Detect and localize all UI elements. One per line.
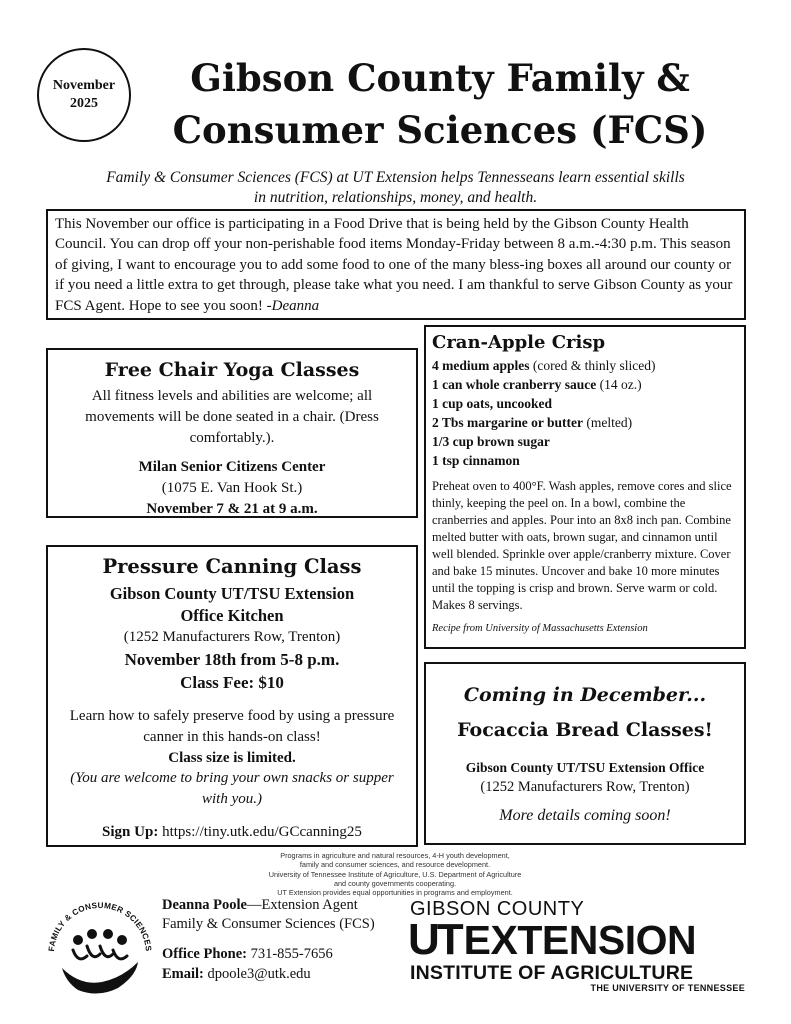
yoga-address: (1075 E. Van Hook St.) [161, 480, 303, 496]
yoga-description: All fitness levels and abilities are welcome; all movements will be done seated in a chair. (Dress comfortably.). [85, 388, 379, 446]
yoga-title: Free Chair Yoga Classes [104, 359, 360, 381]
canning-date: November 18th from 5-8 p.m. [124, 650, 340, 669]
ingredient-item [432, 394, 738, 413]
intro-signature: -Deanna [266, 297, 320, 314]
canning-address: (1252 Manufacturers Row, Trenton) [123, 629, 341, 645]
canning-description: Learn how to safely preserve food by using a pressure canner in this hands-on class! [69, 708, 395, 745]
signup-label: Sign Up: [102, 824, 159, 840]
ut-logo-institute: INSTITUTE OF AGRICULTURE [410, 962, 694, 984]
agent-department: Family & Consumer Sciences (FCS) [162, 916, 375, 932]
december-office: Gibson County UT/TSU Extension Office [465, 760, 705, 775]
ingredient-item [432, 451, 738, 470]
december-address: (1252 Manufacturers Row, Trenton) [480, 779, 690, 795]
fcs-logo-text: FAMILY & CONSUMER SCIENCES [47, 900, 153, 952]
title-line-1: Gibson County Family & [190, 56, 690, 100]
intro-message-box [46, 209, 746, 320]
phone-label: Office Phone: [162, 946, 247, 962]
agent-name: Deanna Poole [162, 897, 247, 913]
agent-name-line [162, 896, 412, 915]
pressure-canning-box [46, 545, 418, 847]
agent-title: —Extension Agent [246, 897, 358, 913]
canning-location-line-1: Gibson County UT/TSU Extension [109, 584, 355, 603]
yoga-dates: November 7 & 21 at 9 a.m. [146, 501, 318, 517]
hand-icon [62, 962, 138, 994]
canning-limited: Class size is limited. [168, 750, 296, 766]
page-title [120, 52, 760, 156]
intro-text: This November our office is participating in a Food Drive that is being held by the Gibson County Health Council. You can drop off your non-perishable food items Monday-Friday between 8 a.m.-4:30 p.m. This season of giving, I want to encourage you to add some food to one of the many bless-ing boxes all around our county or if you need a little extra to get through, please take what you need. I am thankful to serve Gibson County as your FCS Agent. Hope to see you soon! [55, 216, 733, 314]
ingredient-name: 1/3 cup brown sugar [432, 434, 550, 449]
disclaimer-line: Programs in agriculture and natural resources, 4-H youth development, [280, 851, 510, 860]
phone-number[interactable]: 731-855-7656 [246, 946, 333, 962]
ingredient-note: (cored & thinly sliced) [529, 358, 656, 373]
date-year: 2025 [70, 96, 98, 111]
email-label: Email: [162, 966, 204, 982]
disclaimer-line: family and consumer sciences, and resource development. [299, 860, 491, 870]
disclaimer-line: UT Extension provides equal opportunities in programs and employment. [277, 888, 513, 898]
canning-location-line-2: Office Kitchen [180, 606, 284, 625]
december-more: More details coming soon! [499, 807, 671, 824]
recipe-instructions: Preheat oven to 400°F. Wash apples, remove cores and slice thinly, keeping the peel on. In a bowl, combine the cranberries and apples. Pour into an 8x8 inch pan. Combine melted butter with oats, brown sugar, and cinnamon until well blended. Sprinkle over apple/cranberry mixture. Cover and bake 15 minutes. Uncover and bake 10 more minutes until the topping is crisp and brown. Serve warm or cold. Makes 8 servings. [432, 479, 732, 612]
disclaimer-line: and county governments cooperating. [333, 878, 457, 888]
ingredient-name: 1 can whole cranberry sauce [432, 377, 597, 392]
phone-line [162, 944, 412, 964]
disclaimer-line: University of Tennessee Institute of Agriculture, U.S. Department of Agriculture [268, 869, 522, 879]
date-month: November [52, 78, 116, 93]
december-title: Focaccia Bread Classes! [457, 719, 713, 741]
december-box [424, 662, 746, 845]
ingredient-name: 2 Tbs margarine or butter [432, 415, 583, 430]
ingredient-item [432, 413, 738, 432]
ut-logo-extension: EXTENSION [463, 917, 697, 963]
subtitle-line-1: Family & Consumer Sciences (FCS) at UT Extension helps Tennesseans learn essential skills [106, 169, 685, 186]
ingredient-note: (14 oz.) [596, 377, 642, 392]
recipe-box [424, 325, 746, 649]
title-line-2: Consumer Sciences (FCS) [172, 108, 708, 152]
ingredient-name: 4 medium apples [432, 358, 530, 373]
ingredient-name: 1 tsp cinnamon [432, 453, 520, 468]
contact-block [162, 896, 412, 984]
canning-note: (You are welcome to bring your own snacks or supper with you.) [70, 770, 394, 807]
disclaimer [200, 851, 590, 897]
subtitle-line-2: in nutrition, relationships, money, and health. [253, 189, 538, 206]
ingredient-item [432, 375, 738, 394]
ut-extension-wordmark [408, 915, 748, 964]
ut-logo-mark: UT [408, 915, 461, 964]
canning-fee: Class Fee: $10 [180, 673, 284, 692]
ingredient-note: (melted) [583, 415, 633, 430]
date-badge [37, 48, 131, 142]
canning-title: Pressure Canning Class [102, 555, 362, 578]
recipe-title: Cran-Apple Crisp [432, 332, 606, 353]
ingredient-name: 1 cup oats, uncooked [432, 396, 553, 411]
chair-yoga-box [46, 348, 418, 518]
fcs-logo [40, 888, 160, 1006]
signup-link[interactable]: https://tiny.utk.edu/GCcanning25 [158, 824, 362, 840]
yoga-location: Milan Senior Citizens Center [138, 459, 326, 475]
ut-logo-university: THE UNIVERSITY OF TENNESSEE [590, 983, 745, 993]
page-subtitle [40, 168, 751, 208]
december-heading: Coming in December... [463, 684, 707, 706]
email-address[interactable]: dpoole3@utk.edu [203, 966, 311, 982]
people-icon [73, 929, 127, 945]
ut-logo-county: GIBSON COUNTY [410, 898, 585, 920]
ingredient-item [432, 356, 738, 375]
email-line [162, 964, 412, 984]
canning-signup [48, 822, 416, 843]
ingredient-item [432, 432, 738, 451]
recipe-credit: Recipe from University of Massachusetts Extension [432, 623, 648, 634]
